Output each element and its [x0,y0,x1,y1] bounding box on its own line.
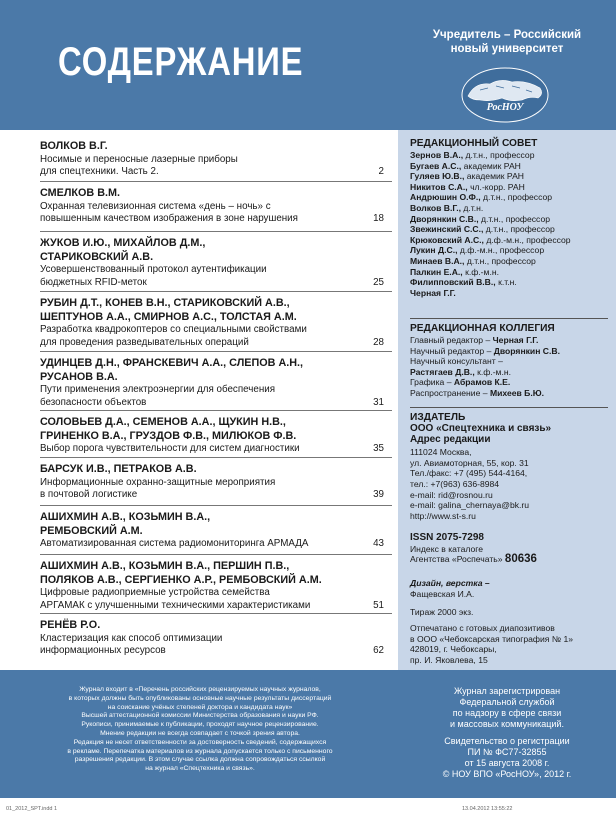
print-info [410,623,610,665]
toc-article-title: информационных ресурсов [40,645,166,656]
toc-authors: УДИНЦЕВ Д.Н., ФРАНСКЕВИЧ А.А., СЛЕПОВ А.Н., [40,357,304,369]
toc-authors: ЖУКОВ И.Ю., МИХАЙЛОВ Д.М., [40,237,206,249]
toc-entry[interactable] [40,560,392,612]
printed-line: Отпечатано с готовых диапозитивов [410,623,555,633]
registration-line: и массовых коммуникаций. [450,719,564,729]
sidebar-divider [410,318,608,319]
toc-article-title: бюджетных RFID-меток [40,276,147,288]
address-line: e-mail: rid@rosnou.ru [410,489,493,500]
toc-article-title: повышенным качеством изображения в зоне нарушения [40,213,298,224]
board-graphics: Графика – Абрамов К.Е. [410,377,511,388]
design-block [410,578,610,599]
disclaimer-line: Высшей аттестационной комиссии Министерства образования и науки РФ. [81,712,319,720]
editorial-board [410,322,610,399]
address-line: e-mail: galina_chernaya@bk.ru [410,500,530,511]
toc-page-number: 18 [373,213,384,224]
toc-divider [40,613,392,614]
toc-authors: РЕНЁВ Р.О. [40,619,101,631]
toc-article-title: Информационные охранно-защитные мероприятия [40,476,276,488]
toc-entry[interactable] [40,619,392,658]
council-member: Никитов С.А., чл.-корр. РАН [410,181,525,192]
board-chief: Главный редактор – Черная Г.Г. [410,335,539,345]
disclaimer-line: Рукописи, принимаемые к публикации, проходят научное рецензирование. [81,721,319,729]
toc-authors: АШИХМИН А.В., КОЗЬМИН В.А., ПЕРШИН П.В., [40,560,290,572]
board-distribution: Распространение – Михеев Б.Ю. [410,387,544,398]
board-sci-editor: Научный редактор – Дворянкин С.В. [410,345,560,356]
toc-authors: ГРИНЕНКО В.А., ГРУЗДОВ Ф.В., МИЛЮКОВ Ф.В. [40,429,297,442]
council-member: Волков В.Г., д.т.н. [410,202,484,213]
issn: ISSN 2075-7298 [410,532,484,543]
footer-registration [400,686,614,780]
disclaimer-line: на журнал «Спецтехника и связь». [145,765,255,773]
toc-entry[interactable] [40,187,392,226]
address-line: http://www.st-s.ru [410,510,476,521]
page-title: СОДЕРЖАНИЕ [58,40,304,84]
print-marks [0,798,616,820]
council-member: Палкин Е.А., к.ф.-м.н. [410,266,499,277]
print-file-label: 01_2012_SPT.indd 1 [6,806,58,812]
address-line: ул. Авиамоторная, 55, кор. 31 [410,457,529,468]
toc-article-title: Усовершенствованный протокол аутентификации [40,264,267,275]
toc-article-title: Кластеризация как способ оптимизации [40,632,223,644]
board-heading: РЕДАКЦИОННАЯ КОЛЛЕГИЯ [410,323,555,334]
council-member: Андрюшин О.Ф., д.т.н., профессор [410,192,553,203]
toc-entry[interactable] [40,416,392,456]
council-member: Лукин Д.С., д.ф.-м.н., профессор [410,245,545,256]
council-member: Черная Г.Г. [410,287,456,298]
registration-line: Журнал зарегистрирован [453,686,561,696]
toc-article-title: для проведения разведывательных операций [40,336,249,348]
toc-article-title: для спецтехники. Часть 2. [40,166,159,177]
rosnou-logo [460,66,550,124]
toc-article-title: Пути применения электроэнергии для обеспечения [40,384,276,395]
toc-divider [40,457,392,458]
toc-authors: ВОЛКОВ В.Г. [40,140,108,152]
toc-entry[interactable] [40,511,392,551]
founder-text: Учредитель – Российский новый университет [432,29,582,55]
disclaimer-line: в рекламе. Перепечатка материалов из журнала допускается только с письменного [67,747,333,755]
toc-article-title: безопасности объектов [40,396,147,408]
certificate-line: © НОУ ВПО «РосНОУ», 2012 г. [442,769,572,779]
toc-divider [40,505,392,506]
address-line: Тел./факс: +7 (495) 544-4164, [410,468,528,479]
council-member: Крюковский А.С., д.ф.-м.н., профессор [410,234,571,245]
toc-authors: СМЕЛКОВ В.М. [40,187,121,199]
address-line: тел.: +7(963) 636-8984 [410,478,500,489]
council-member: Филипповский В.В., к.т.н. [410,277,517,288]
editorial-council [410,137,610,298]
toc-article-title: Выбор порога чувствительности для систем диагностики [40,443,300,454]
toc-divider [40,554,392,555]
council-member: Звежинский С.С., д.т.н., профессор [410,224,555,235]
agency-line: Агентства «Роспечать» 80636 [410,553,537,566]
disclaimer-line: Мнение редакции не всегда совпадает с точкой зрения автора. [100,729,300,737]
address-line: 111024 Москва, [410,447,472,458]
council-member: Зернов В.А., д.т.н., профессор [410,150,535,160]
toc-article-title: в почтовой логистике [40,489,138,500]
toc-authors: ПОЛЯКОВ А.В., СЕРГИЕНКО А.Р., РЕМБОВСКИЙ А.М. [40,573,322,586]
address-heading: Адрес редакции [410,433,491,445]
toc-page-number: 43 [373,538,384,549]
issn-block [410,533,610,565]
printed-line: пр. И. Яковлева, 15 [410,654,488,665]
publisher-block [410,411,610,521]
registration-line: по надзору в сфере связи [452,708,562,718]
toc-page-number: 25 [373,276,384,288]
sidebar-divider [410,407,608,408]
board-consultant: Научный консультант – [410,356,503,367]
toc-article-title: Автоматизированная система радиомониторинга АРМАДА [40,538,309,549]
toc-divider [40,231,392,232]
toc-article-title: Охранная телевизионная система «день – ночь» с [40,200,271,212]
toc-page-number: 62 [373,645,384,656]
council-heading: РЕДАКЦИОННЫЙ СОВЕТ [410,138,538,149]
council-member: Дворянкин С.В., д.т.н., профессор [410,213,551,224]
footer-disclaimer [30,686,370,774]
disclaimer-line: в которых должны быть опубликованы основные научные результаты диссертаций [68,694,332,702]
toc-page-number: 28 [373,336,384,348]
toc-article-title: Носимые и переносные лазерные приборы [40,153,238,165]
certificate-line: ПИ № ФС77-32855 [467,747,547,757]
toc-authors: РЕМБОВСКИЙ А.М. [40,524,143,537]
toc-page-number: 35 [373,443,384,454]
toc-divider [40,410,392,411]
printed-line: 428019, г. Чебоксары, [410,644,497,655]
council-member: Минаев В.А., д.т.н., профессор [410,255,536,266]
certificate-line: от 15 августа 2008 г. [464,758,550,768]
circulation: Тираж 2000 экз. [410,607,474,617]
toc-page-number: 51 [373,599,384,611]
toc-entry[interactable] [40,237,392,289]
disclaimer-line: Журнал входит в «Перечень российских рецензируемых научных журналов, [79,686,321,693]
toc-page-number: 39 [373,489,384,500]
toc-authors: РУБИН Д.Т., КОНЕВ В.Н., СТАРИКОВСКИЙ А.В., [40,297,290,309]
publisher-heading: ИЗДАТЕЛЬ [410,412,466,423]
toc-authors: ШЕПТУНОВ А.А., СМИРНОВ А.С., ТОЛСТАЯ А.М. [40,310,297,323]
toc-entry[interactable] [40,140,392,179]
toc-authors: СОЛОВЬЕВ Д.А., СЕМЕНОВ А.А., ЩУКИН Н.В., [40,416,286,428]
council-member: Гуляев Ю.В., академик РАН [410,171,525,182]
catalog-line: Индекс в каталоге [410,543,483,554]
certificate-line: Свидетельство о регистрации [444,736,570,746]
toc-authors: АШИХМИН А.В., КОЗЬМИН В.А., [40,511,211,523]
toc-divider [40,181,392,182]
disclaimer-line: на соискание учёных степеней доктора и кандидата наук» [107,703,293,711]
toc-authors: БАРСУК И.В., ПЕТРАКОВ А.В. [40,463,197,475]
toc-entry[interactable] [40,463,392,502]
agency-index: 80636 [504,553,537,566]
toc-divider [40,351,392,352]
disclaimer-line: разрешения редакции. В этом случае ссылка должна сопровождаться ссылкой [74,756,326,764]
registration-line: Федеральной службой [459,697,555,707]
design-label: Дизайн, верстка – [410,578,490,588]
toc-authors: РУСАНОВ В.А. [40,370,118,383]
toc-entry[interactable] [40,297,392,349]
council-member: Бугаев А.С., академик РАН [410,160,521,171]
toc-article-title: Разработка квадрокоптеров со специальными свойствами [40,324,307,335]
address-list [410,447,610,521]
logo-text: РосНОУ [486,102,524,113]
toc-page-number: 2 [378,166,384,177]
council-list [410,150,610,298]
publisher-name: ООО «Спецтехника и связь» [410,423,552,434]
disclaimer-line: Редакция не несет ответственности за достоверность сведений, содержащихся [73,738,327,746]
board-consultant-name: Растягаев Д.В., к.ф.-м.н. [410,366,511,377]
print-date-label: 13.04.2012 13:55:22 [462,806,513,812]
toc-article-title: Цифровые радиоприемные устройства семейства [40,587,270,598]
printed-line: в ООО «Чебоксарская типография № 1» [410,633,574,644]
toc-article-title: АРГАМАК с улучшенными техническими характеристиками [40,599,311,611]
toc-page-number: 31 [373,396,384,408]
design-name: Фащевская И.А. [410,588,475,599]
toc-divider [40,291,392,292]
toc-authors: СТАРИКОВСКИЙ А.В. [40,250,154,263]
toc-entry[interactable] [40,357,392,409]
